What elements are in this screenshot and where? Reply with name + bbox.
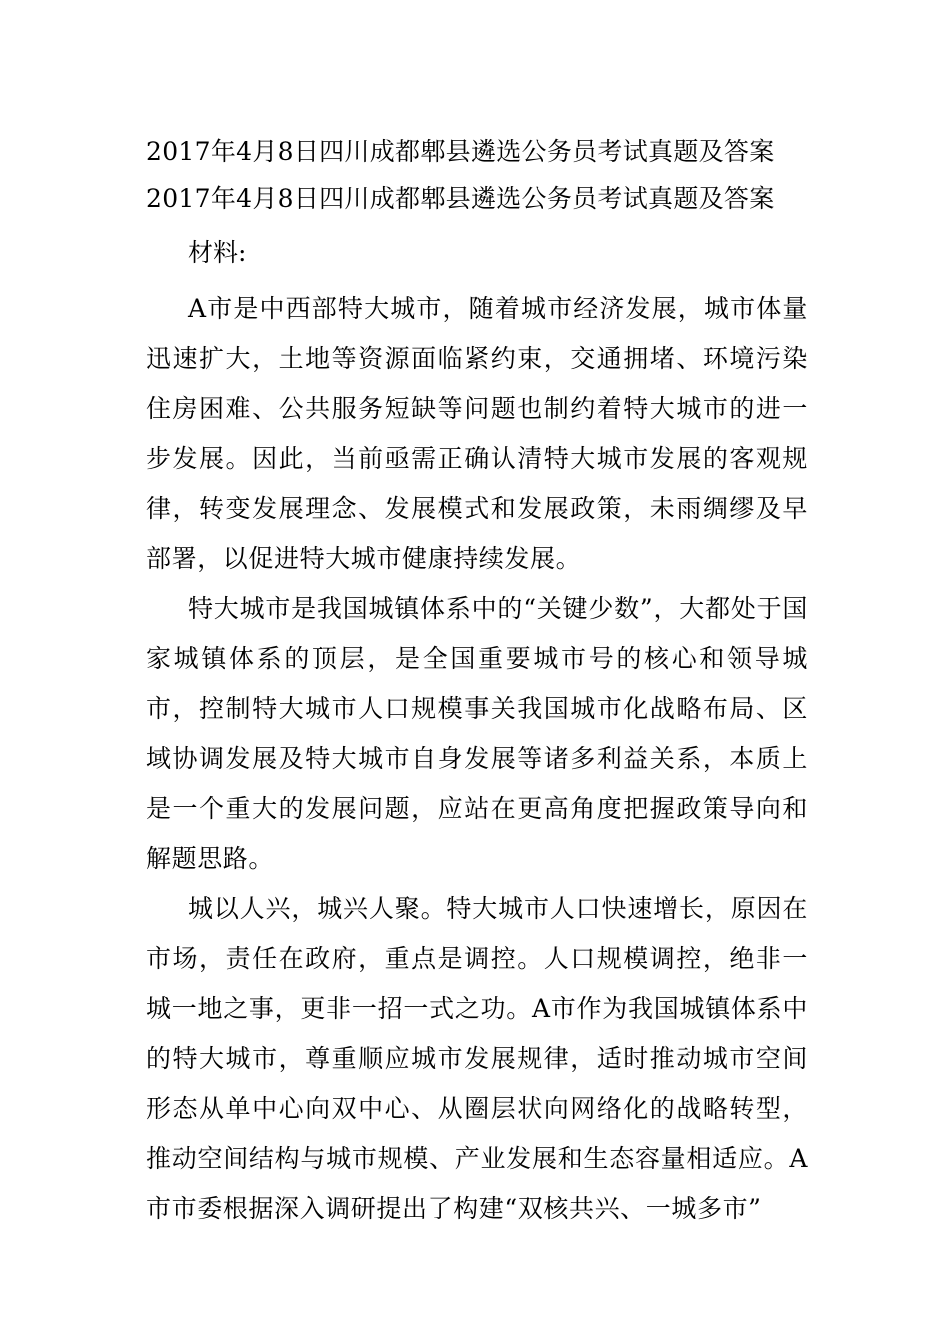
paragraph-2: 特大城市是我国城镇体系中的“关键少数”，大都处于国家城镇体系的顶层，是全国重要城市号的核心和领导城市，控制特大城市人口规模事关我国城市化战略布局、区域协调发展及特大城市自身发展等诸多利益关系，本质上是一个重大的发展问题，应站在更高角度把握政策导向和解题思路。 bbox=[146, 594, 808, 873]
document-title-line-2: 2017年4月8日四川成都郫县遴选公务员考试真题及答案 bbox=[146, 184, 775, 213]
paragraph-3: 城以人兴，城兴人聚。特大城市人口快速增长，原因在市场，责任在政府，重点是调控。人口规模调控，绝非一城一地之事，更非一招一式之功。A市作为我国城镇体系中的特大城市，尊重顺应城市发展规律，适时推动城市空间形态从单中心向双中心、从圈层状向网络化的战略转型，推动空间结构与城市规模、产业发展和生态容量相适应。A市市委根据深入调研提出了构建“双核共兴、一城多市” bbox=[146, 894, 808, 1223]
document-title-line-1: 2017年4月8日四川成都郫县遴选公务员考试真题及答案 bbox=[146, 137, 775, 166]
paragraph-1: A市是中西部特大城市，随着城市经济发展，城市体量迅速扩大，土地等资源面临紧约束，交通拥堵、环境污染住房困难、公共服务短缺等问题也制约着特大城市的进一步发展。因此，当前亟需正确认清特大城市发展的客观规律，转变发展理念、发展模式和发展政策，未雨绸缪及早部署，以促进特大城市健康持续发展。 bbox=[146, 294, 808, 573]
section-label: 材料: bbox=[188, 238, 247, 267]
document-body bbox=[146, 128, 808, 1234]
